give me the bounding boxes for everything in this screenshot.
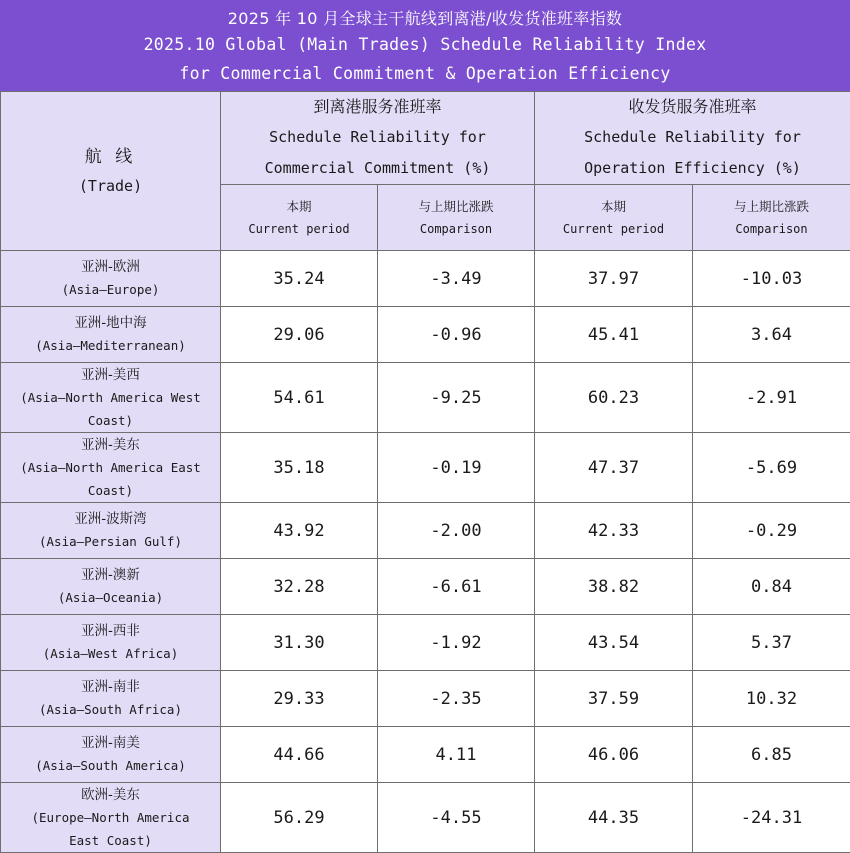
table-row bbox=[1, 615, 850, 671]
trade-name-cn: 亚洲-地中海 bbox=[1, 312, 220, 334]
table-row bbox=[1, 671, 850, 727]
cc-current-value: 35.18 bbox=[221, 433, 378, 503]
cc-current-value: 44.66 bbox=[221, 727, 378, 783]
cc-current-value: 31.30 bbox=[221, 615, 378, 671]
table-row bbox=[1, 363, 850, 433]
cc-current-value: 29.06 bbox=[221, 307, 378, 363]
table-row bbox=[1, 783, 850, 853]
oe-current-value: 37.59 bbox=[535, 671, 693, 727]
trade-name-en: (Asia—North America West bbox=[1, 386, 220, 409]
title-chinese: 2025 年 10 月全球主干航线到离港/收发货准班率指数 bbox=[0, 6, 850, 29]
header-oe-current-cn: 本期 bbox=[535, 196, 692, 218]
trade-name-cn: 亚洲-欧洲 bbox=[1, 256, 220, 278]
header-cc-comparison-en: Comparison bbox=[378, 218, 534, 240]
cc-current-value: 43.92 bbox=[221, 503, 378, 559]
header-oe-comparison-en: Comparison bbox=[693, 218, 850, 240]
title-english-line2: for Commercial Commitment & Operation Efficiency bbox=[0, 64, 850, 83]
cc-comparison-value: -0.19 bbox=[378, 433, 535, 503]
trade-name-en: (Asia—South Africa) bbox=[1, 698, 220, 721]
table-row bbox=[1, 559, 850, 615]
trade-name-cn: 亚洲-南美 bbox=[1, 732, 220, 754]
oe-comparison-value: 5.37 bbox=[693, 615, 850, 671]
trade-cell bbox=[1, 503, 221, 559]
oe-current-value: 37.97 bbox=[535, 251, 693, 307]
cc-comparison-value: -0.96 bbox=[378, 307, 535, 363]
trade-cell bbox=[1, 783, 221, 853]
trade-cell bbox=[1, 433, 221, 503]
header-oe-en1: Schedule Reliability for bbox=[535, 122, 850, 153]
trade-cell bbox=[1, 615, 221, 671]
cc-comparison-value: -1.92 bbox=[378, 615, 535, 671]
trade-name-en: (Asia—Persian Gulf) bbox=[1, 530, 220, 553]
oe-current-value: 45.41 bbox=[535, 307, 693, 363]
oe-current-value: 46.06 bbox=[535, 727, 693, 783]
header-trade-en: (Trade) bbox=[1, 172, 220, 200]
oe-current-value: 44.35 bbox=[535, 783, 693, 853]
table-row bbox=[1, 727, 850, 783]
header-cc-current-en: Current period bbox=[221, 218, 377, 240]
trade-name-en: (Europe—North America bbox=[1, 806, 220, 829]
trade-name-cn: 欧洲-美东 bbox=[1, 784, 220, 806]
oe-comparison-value: -5.69 bbox=[693, 433, 850, 503]
header-oe-current-en: Current period bbox=[535, 218, 692, 240]
cc-comparison-value: -2.00 bbox=[378, 503, 535, 559]
oe-comparison-value: -10.03 bbox=[693, 251, 850, 307]
oe-current-value: 42.33 bbox=[535, 503, 693, 559]
oe-current-value: 60.23 bbox=[535, 363, 693, 433]
trade-name-cn: 亚洲-西非 bbox=[1, 620, 220, 642]
header-oe-current bbox=[535, 185, 693, 251]
table-title-banner bbox=[0, 0, 850, 91]
trade-name-cn: 亚洲-波斯湾 bbox=[1, 508, 220, 530]
trade-name-en: (Asia—South America) bbox=[1, 754, 220, 777]
cc-comparison-value: -4.55 bbox=[378, 783, 535, 853]
table-row bbox=[1, 503, 850, 559]
trade-name-cn: 亚洲-南非 bbox=[1, 676, 220, 698]
table-row bbox=[1, 251, 850, 307]
oe-comparison-value: 10.32 bbox=[693, 671, 850, 727]
header-cc-cn: 到离港服务准班率 bbox=[221, 92, 534, 122]
trade-cell bbox=[1, 671, 221, 727]
header-operation-efficiency bbox=[535, 92, 850, 185]
oe-current-value: 43.54 bbox=[535, 615, 693, 671]
trade-cell bbox=[1, 559, 221, 615]
header-oe-en2: Operation Efficiency (%) bbox=[535, 153, 850, 184]
oe-comparison-value: -24.31 bbox=[693, 783, 850, 853]
trade-name-en-cont: East Coast) bbox=[1, 829, 220, 852]
trade-name-en: (Asia—West Africa) bbox=[1, 642, 220, 665]
header-oe-cn: 收发货服务准班率 bbox=[535, 92, 850, 122]
oe-current-value: 38.82 bbox=[535, 559, 693, 615]
trade-cell bbox=[1, 251, 221, 307]
header-oe-comparison-cn: 与上期比涨跌 bbox=[693, 196, 850, 218]
trade-name-en: (Asia—Europe) bbox=[1, 278, 220, 301]
cc-current-value: 29.33 bbox=[221, 671, 378, 727]
reliability-table bbox=[0, 91, 850, 853]
oe-comparison-value: 6.85 bbox=[693, 727, 850, 783]
cc-current-value: 32.28 bbox=[221, 559, 378, 615]
oe-comparison-value: -2.91 bbox=[693, 363, 850, 433]
header-cc-comparison-cn: 与上期比涨跌 bbox=[378, 196, 534, 218]
header-cc-en1: Schedule Reliability for bbox=[221, 122, 534, 153]
title-english-line1: 2025.10 Global (Main Trades) Schedule Reliability Index bbox=[0, 35, 850, 54]
cc-comparison-value: -6.61 bbox=[378, 559, 535, 615]
trade-name-cn: 亚洲-美西 bbox=[1, 364, 220, 386]
cc-current-value: 54.61 bbox=[221, 363, 378, 433]
table-row bbox=[1, 307, 850, 363]
header-cc-current bbox=[221, 185, 378, 251]
trade-name-cn: 亚洲-澳新 bbox=[1, 564, 220, 586]
header-cc-en2: Commercial Commitment (%) bbox=[221, 153, 534, 184]
cc-current-value: 35.24 bbox=[221, 251, 378, 307]
trade-name-en-cont: Coast) bbox=[1, 479, 220, 502]
trade-name-en: (Asia—Mediterranean) bbox=[1, 334, 220, 357]
trade-cell bbox=[1, 307, 221, 363]
trade-name-en: (Asia—North America East bbox=[1, 456, 220, 479]
oe-comparison-value: 3.64 bbox=[693, 307, 850, 363]
trade-name-cn: 亚洲-美东 bbox=[1, 434, 220, 456]
header-cc-comparison bbox=[378, 185, 535, 251]
header-oe-comparison bbox=[693, 185, 850, 251]
trade-name-en: (Asia—Oceania) bbox=[1, 586, 220, 609]
cc-comparison-value: -9.25 bbox=[378, 363, 535, 433]
trade-name-en-cont: Coast) bbox=[1, 409, 220, 432]
oe-comparison-value: -0.29 bbox=[693, 503, 850, 559]
oe-comparison-value: 0.84 bbox=[693, 559, 850, 615]
cc-comparison-value: 4.11 bbox=[378, 727, 535, 783]
table-row bbox=[1, 433, 850, 503]
cc-comparison-value: -2.35 bbox=[378, 671, 535, 727]
header-trade bbox=[1, 92, 221, 251]
header-commercial-commitment bbox=[221, 92, 535, 185]
header-cc-current-cn: 本期 bbox=[221, 196, 377, 218]
cc-current-value: 56.29 bbox=[221, 783, 378, 853]
oe-current-value: 47.37 bbox=[535, 433, 693, 503]
trade-cell bbox=[1, 727, 221, 783]
cc-comparison-value: -3.49 bbox=[378, 251, 535, 307]
header-trade-cn: 航 线 bbox=[1, 142, 220, 172]
trade-cell bbox=[1, 363, 221, 433]
